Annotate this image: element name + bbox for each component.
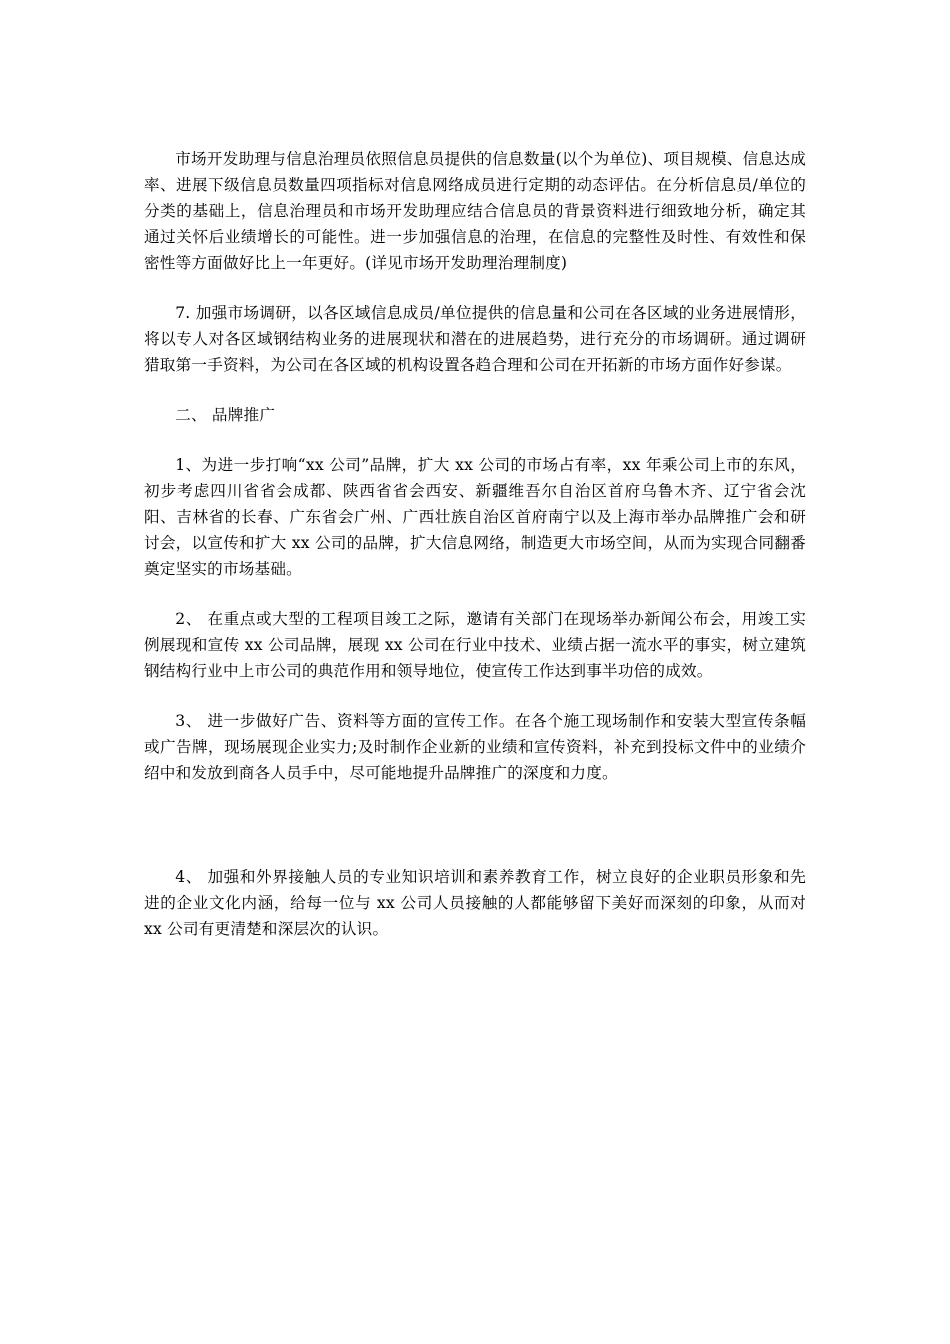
paragraph-brand-item-4: 4、 加强和外界接触人员的专业知识培训和素养教育工作，树立良好的企业职员形象和先进的企业文化内涵，给每一位与 xx 公司人员接触的人都能够留下美好而深刻的印象，从而对 xx 公司有更清楚和深层次的认识。 xyxy=(144,868,806,938)
paragraph-brand-item-1: 1、为进一步打响“xx 公司”品牌，扩大 xx 公司的市场占有率，xx 年乘公司上市的东风，初步考虑四川省省会成都、陕西省省会西安、新疆维吾尔自治区首府乌鲁木齐、辽宁省会沈阳、吉林省的长春、广东省会广州、广西壮族自治区首府南宁以及上海市举办品牌推广会和研讨会，以宣传和扩大 xx 公司的品牌，扩大信息网络，制造更大市场空间，从而为实现合同翻番奠定坚实的市场基础。 xyxy=(144,456,806,578)
section-heading-brand-promotion: 二、 品牌推广 xyxy=(175,406,276,424)
paragraph-info-evaluation: 市场开发助理与信息治理员依照信息员提供的信息数量(以个为单位)、项目规模、信息达成率、进展下级信息员数量四项指标对信息网络成员进行定期的动态评估。在分析信息员/单位的分类的基础上，信息治理员和市场开发助理应结合信息员的背景资料进行细致地分析，确定其通过关怀后业绩增长的可能性。进一步加强信息的治理，在信息的完整性及时性、有效性和保密性等方面做好比上一年更好。(详见市场开发助理治理制度) xyxy=(144,150,806,272)
paragraph-market-research: 7. 加强市场调研，以各区域信息成员/单位提供的信息量和公司在各区域的业务进展情形，将以专人对各区域钢结构业务的进展现状和潜在的进展趋势，进行充分的市场调研。通过调研猎取第一手资料，为公司在各区域的机构设置各趋合理和公司在开拓新的市场方面作好参谋。 xyxy=(144,304,806,374)
document-body xyxy=(144,146,806,942)
paragraph-brand-item-3: 3、 进一步做好广告、资料等方面的宣传工作。在各个施工现场制作和安装大型宣传条幅或广告牌，现场展现企业实力;及时制作企业新的业绩和宣传资料，补充到投标文件中的业绩介绍中和发放到商各人员手中，尽可能地提升品牌推广的深度和力度。 xyxy=(144,712,806,782)
paragraph-brand-item-2: 2、 在重点或大型的工程项目竣工之际，邀请有关部门在现场举办新闻公布会，用竣工实例展现和宣传 xx 公司品牌，展现 xx 公司在行业中技术、业绩占据一流水平的事实，树立建筑钢结构行业中上市公司的典范作用和领导地位，使宣传工作达到事半功倍的成效。 xyxy=(144,610,806,680)
